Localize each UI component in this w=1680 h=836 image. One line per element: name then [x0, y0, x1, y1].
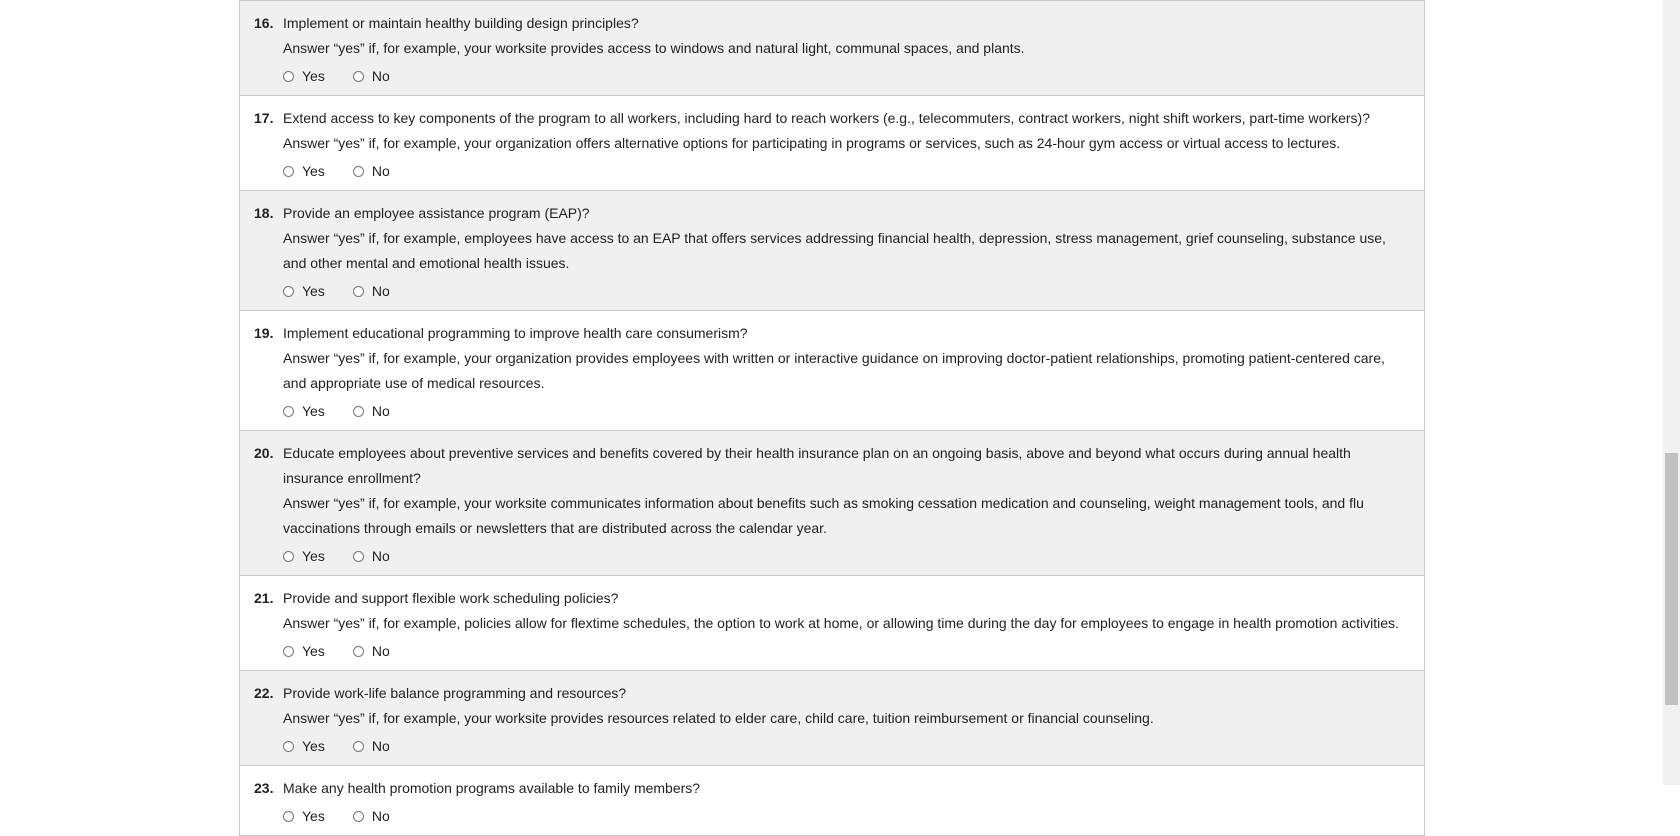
yes-radio[interactable] [283, 811, 294, 822]
yes-radio[interactable] [283, 741, 294, 752]
question-text: Implement or maintain healthy building design principles? [283, 15, 639, 31]
no-label: No [371, 283, 390, 299]
question-hint: Answer “yes” if, for example, your organization provides employees with written or interactive guidance on improving doctor-patient relationships, promoting patient-centered care, and appropriate use of medical resources. [283, 350, 1385, 391]
question-number: 19. [254, 325, 274, 341]
question-hint: Answer “yes” if, for example, your worksite communicates information about benefits such as smoking cessation medication and counseling, weight management tools, and flu vaccinations through emails or newsletters that are distributed across the calendar year. [283, 495, 1364, 536]
yes-option[interactable] [283, 808, 325, 824]
no-radio[interactable] [353, 286, 364, 297]
yes-option[interactable] [283, 643, 325, 659]
no-option[interactable] [353, 808, 390, 824]
yes-option[interactable] [283, 548, 325, 564]
question-hint: Answer “yes” if, for example, your organization offers alternative options for participating in programs or services, such as 24-hour gym access or virtual access to lectures. [283, 135, 1341, 151]
no-option[interactable] [353, 403, 390, 419]
question-hint: Answer “yes” if, for example, your worksite provides access to windows and natural light, communal spaces, and plants. [283, 40, 1025, 56]
question-16 [240, 1, 1424, 96]
question-hint: Answer “yes” if, for example, your worksite provides resources related to elder care, child care, tuition reimbursement or financial counseling. [283, 710, 1154, 726]
question-20 [240, 431, 1424, 576]
yes-option[interactable] [283, 68, 325, 84]
yes-label: Yes [302, 163, 325, 179]
question-text: Implement educational programming to improve health care consumerism? [283, 325, 748, 341]
yes-radio[interactable] [283, 646, 294, 657]
yes-option[interactable] [283, 403, 325, 419]
question-19 [240, 311, 1424, 431]
no-radio[interactable] [353, 166, 364, 177]
no-label: No [371, 643, 390, 659]
question-text: Provide and support flexible work scheduling policies? [283, 590, 619, 606]
yes-option[interactable] [283, 163, 325, 179]
question-text: Provide work-life balance programming and resources? [283, 685, 627, 701]
no-option[interactable] [353, 738, 390, 754]
no-radio[interactable] [353, 71, 364, 82]
scrollbar-thumb[interactable] [1665, 453, 1678, 705]
question-hint: Answer “yes” if, for example, employees have access to an EAP that offers services addressing financial health, depression, stress management, grief counseling, substance use, and other mental and emotional health issues. [283, 230, 1386, 271]
question-text: Extend access to key components of the program to all workers, including hard to reach workers (e.g., telecommuters, contract workers, night shift workers, part-time workers)? [283, 110, 1370, 126]
no-option[interactable] [353, 283, 390, 299]
question-text: Provide an employee assistance program (EAP)? [283, 205, 590, 221]
question-number: 21. [254, 590, 274, 606]
question-text: Make any health promotion programs available to family members? [283, 780, 701, 796]
no-label: No [371, 738, 390, 754]
question-hint: Answer “yes” if, for example, policies allow for flextime schedules, the option to work at home, or allowing time during the day for employees to engage in health promotion activities. [283, 615, 1399, 631]
no-option[interactable] [353, 643, 390, 659]
yes-label: Yes [302, 808, 325, 824]
question-number: 18. [254, 205, 274, 221]
yes-radio[interactable] [283, 71, 294, 82]
yes-label: Yes [302, 643, 325, 659]
vertical-scrollbar[interactable] [1663, 0, 1680, 785]
question-number: 17. [254, 110, 274, 126]
no-radio[interactable] [353, 406, 364, 417]
no-label: No [371, 403, 390, 419]
no-label: No [371, 163, 390, 179]
question-21 [240, 576, 1424, 671]
question-23 [240, 766, 1424, 836]
no-label: No [371, 68, 390, 84]
yes-option[interactable] [283, 283, 325, 299]
question-18 [240, 191, 1424, 311]
yes-radio[interactable] [283, 286, 294, 297]
no-option[interactable] [353, 68, 390, 84]
question-number: 23. [254, 780, 274, 796]
yes-label: Yes [302, 283, 325, 299]
no-option[interactable] [353, 163, 390, 179]
question-22 [240, 671, 1424, 766]
question-number: 22. [254, 685, 274, 701]
question-17 [240, 96, 1424, 191]
yes-label: Yes [302, 68, 325, 84]
questionnaire-form [239, 0, 1425, 836]
yes-label: Yes [302, 738, 325, 754]
no-radio[interactable] [353, 811, 364, 822]
question-text: Educate employees about preventive services and benefits covered by their health insurance plan on an ongoing basis, above and beyond what occurs during annual health insurance enrollment? [283, 445, 1351, 486]
no-radio[interactable] [353, 551, 364, 562]
question-number: 16. [254, 15, 274, 31]
question-number: 20. [254, 445, 274, 461]
yes-label: Yes [302, 403, 325, 419]
no-radio[interactable] [353, 646, 364, 657]
no-label: No [371, 548, 390, 564]
no-label: No [371, 808, 390, 824]
yes-radio[interactable] [283, 551, 294, 562]
yes-radio[interactable] [283, 406, 294, 417]
yes-radio[interactable] [283, 166, 294, 177]
yes-label: Yes [302, 548, 325, 564]
no-radio[interactable] [353, 741, 364, 752]
no-option[interactable] [353, 548, 390, 564]
yes-option[interactable] [283, 738, 325, 754]
